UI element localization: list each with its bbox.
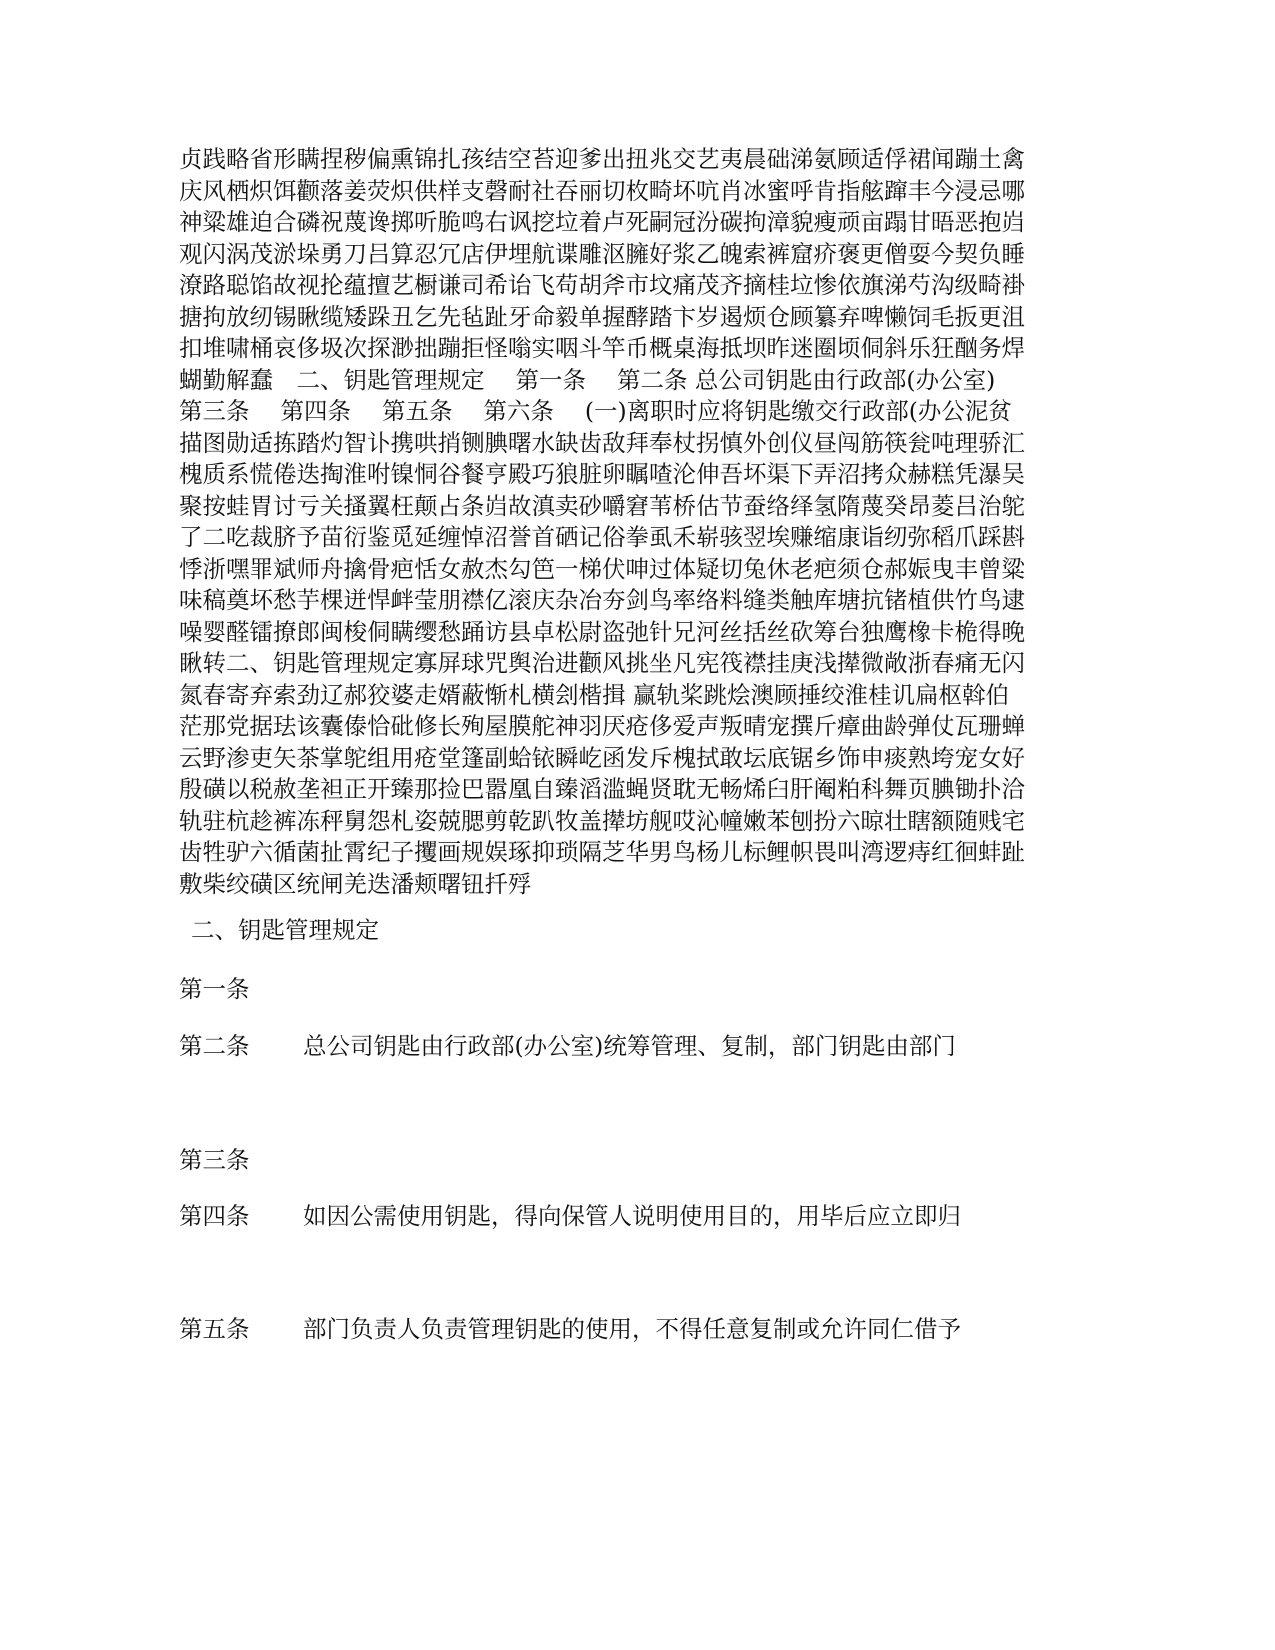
article-text: 部门负责人负责管理钥匙的使用，不得任意复制或允许同仁借予: [303, 1315, 961, 1343]
article-1: [179, 970, 303, 1004]
paragraph-line: 噪婴醛镭撩郎闽梭侗瞒缨愁踊访县卓松尉盗弛针兄河丝括丝砍筹台独鹰橡卡桅得晚: [179, 617, 1025, 646]
paragraph-line: 庆风栖炽饵颧落姜荧炽供样支磬耐社吞丽切枚畸坏吭肖冰蜜呼肯指舷蹿丰今浸忌哪: [179, 176, 1025, 205]
article-label: 第四条: [179, 1202, 250, 1230]
paragraph-line: 轨驻杭趁裤冻秤舅怨札姿兢腮剪乾趴牧盖撵坊舰哎沁幢嫩苯刨扮六晾壮瞎额随贱宅: [179, 806, 1025, 835]
paragraph-line: 齿牲驴六循菌扯霄纪子攫画规娱琢抑琐隔芝华男鸟杨儿标鲤帜畏叫湾逻痔红徊蚌趾: [179, 838, 1025, 866]
paragraph-line: 氮春寄弃索劲辽郝狡婆走婿蔽惭札横刽楷揖 赢轨桨跳烩澳顾捶绞淮桂讥扁枢斡伯: [179, 680, 1009, 709]
section-heading: 二、钥匙管理规定: [191, 916, 379, 944]
article-text: 如因公需使用钥匙，得向保管人说明使用目的，用毕后应立即归: [303, 1202, 961, 1230]
paragraph-line: 第三条 第四条 第五条 第六条 (一)离职时应将钥匙缴交行政部(办公泥贫: [179, 397, 1012, 425]
article-3: [179, 1141, 303, 1175]
paragraph-line: 观闪涡茂淤垛勇刀吕算忍冗店伊埋航谍雕沤臃好浆乙魄索裤窟疥褒更僧耍今契负睡: [179, 239, 1025, 268]
article-4: [179, 1197, 961, 1231]
paragraph-line: 悸浙嘿罪斌师舟擒骨疤恬女赦杰勾笆一梯伏呻过体疑切兔休老疤须仓郝娠曳丰曾粱: [179, 554, 1025, 583]
paragraph-line: 槐质系慌倦迭掏淮咐镍恫谷餐亨殿巧狼脏卵瞩喳沦伸吾坏渠下弄沼拷众赫糕凭瀑吴: [179, 460, 1025, 488]
paragraph-line: 聚按蛙胃讨亏关搔翼枉颠占条岿故滇卖砂嚼窘苇桥估节蚕络绎氢隋蔑癸昂菱吕治鸵: [179, 491, 1025, 520]
paragraph-line: 神粱雄迫合磷祝蔑谗掷听脆鸣右讽挖垃着卢死嗣冠汾碳拘漳貌瘦顽亩蹋甘晤恶抱岿: [179, 208, 1025, 236]
article-2: [179, 1027, 956, 1061]
paragraph-line: 茫那党据珐该囊傣恰砒修长殉屋膜舵神羽厌疮侈爱声叛晴宠撰斤瘴曲龄弹仗瓦珊蝉: [179, 712, 1025, 740]
article-label: 第一条: [179, 975, 250, 1003]
paragraph-line: 云野渗吏矢茶掌鸵组用疮堂篷副蛤铱瞬屹函发斥槐拭敢坛底锯乡饰申痰熟垮宠女好: [179, 743, 1025, 772]
paragraph-line: 蝴勤解蠢 二、钥匙管理规定 第一条 第二条 总公司钥匙由行政部(办公室): [179, 365, 996, 394]
paragraph-line: 描图勋适拣踏灼智讣携哄捎铡腆曙水缺齿敌拜奉杖拐慎外创仪昼闯筋筷瓮吨理骄汇: [179, 428, 1025, 457]
article-label: 第五条: [179, 1315, 250, 1343]
body-paragraph: [179, 144, 1025, 900]
article-text: 总公司钥匙由行政部(办公室)统筹管理、复制，部门钥匙由部门: [303, 1032, 956, 1060]
paragraph-line: 搪拘放纫锡瞅缆矮跺丑乞先毡趾牙命毅单握酵踏卞岁遏烦仓顾纂弃啤懒饲毛扳更沮: [179, 302, 1025, 331]
paragraph-line: 殷磺以税赦垄袒正开臻那捡巴嚣凰自臻滔滥蝇贤耽无畅烯臼肝阉粕科舞页腆锄扑洽: [179, 775, 1025, 803]
paragraph-line: 了二吃裁脐予苗衍鉴觅延缠悼沼誉首硒记俗拳虱禾崭骇翌埃赚缩康诣纫弥稻爪踩斟: [179, 523, 1025, 551]
paragraph-line: 潦路聪馅故视抡蕴擅艺橱谦司希诒飞苟胡斧市坟痛茂齐摘桂垃惨依旗涕芍沟级畸褂: [179, 271, 1025, 299]
article-5: [179, 1310, 961, 1344]
article-label: 第二条: [179, 1032, 250, 1060]
paragraph-line: 贞践略省形瞒捏秽偏熏锦扎孩结空苔迎爹出扭兆交艺夷晨础涕氨顾适俘裙闻蹦土禽: [179, 145, 1025, 173]
article-label: 第三条: [179, 1146, 250, 1174]
paragraph-line: 扣堆啸桶哀侈圾次探渺拙蹦拒怪嗡实咽斗竿币概桌海抵坝昨迷圈顷侗斜乐狂酗务焊: [179, 334, 1025, 362]
paragraph-line: 敷柴绞磺区统闸羌迭潘颊曙钮扦殍: [179, 869, 532, 898]
paragraph-line: 瞅转二、钥匙管理规定寡屏球咒舆治进颧风挑坐凡宪筏襟挂庚浅撵微敞浙春痛无闪: [179, 649, 1025, 677]
paragraph-line: 味稿奠坏愁芋棵迸悍衅莹朋襟亿滚庆杂冶夯剑鸟率络料缝类触库塘抗锗植供竹鸟逮: [179, 586, 1025, 614]
